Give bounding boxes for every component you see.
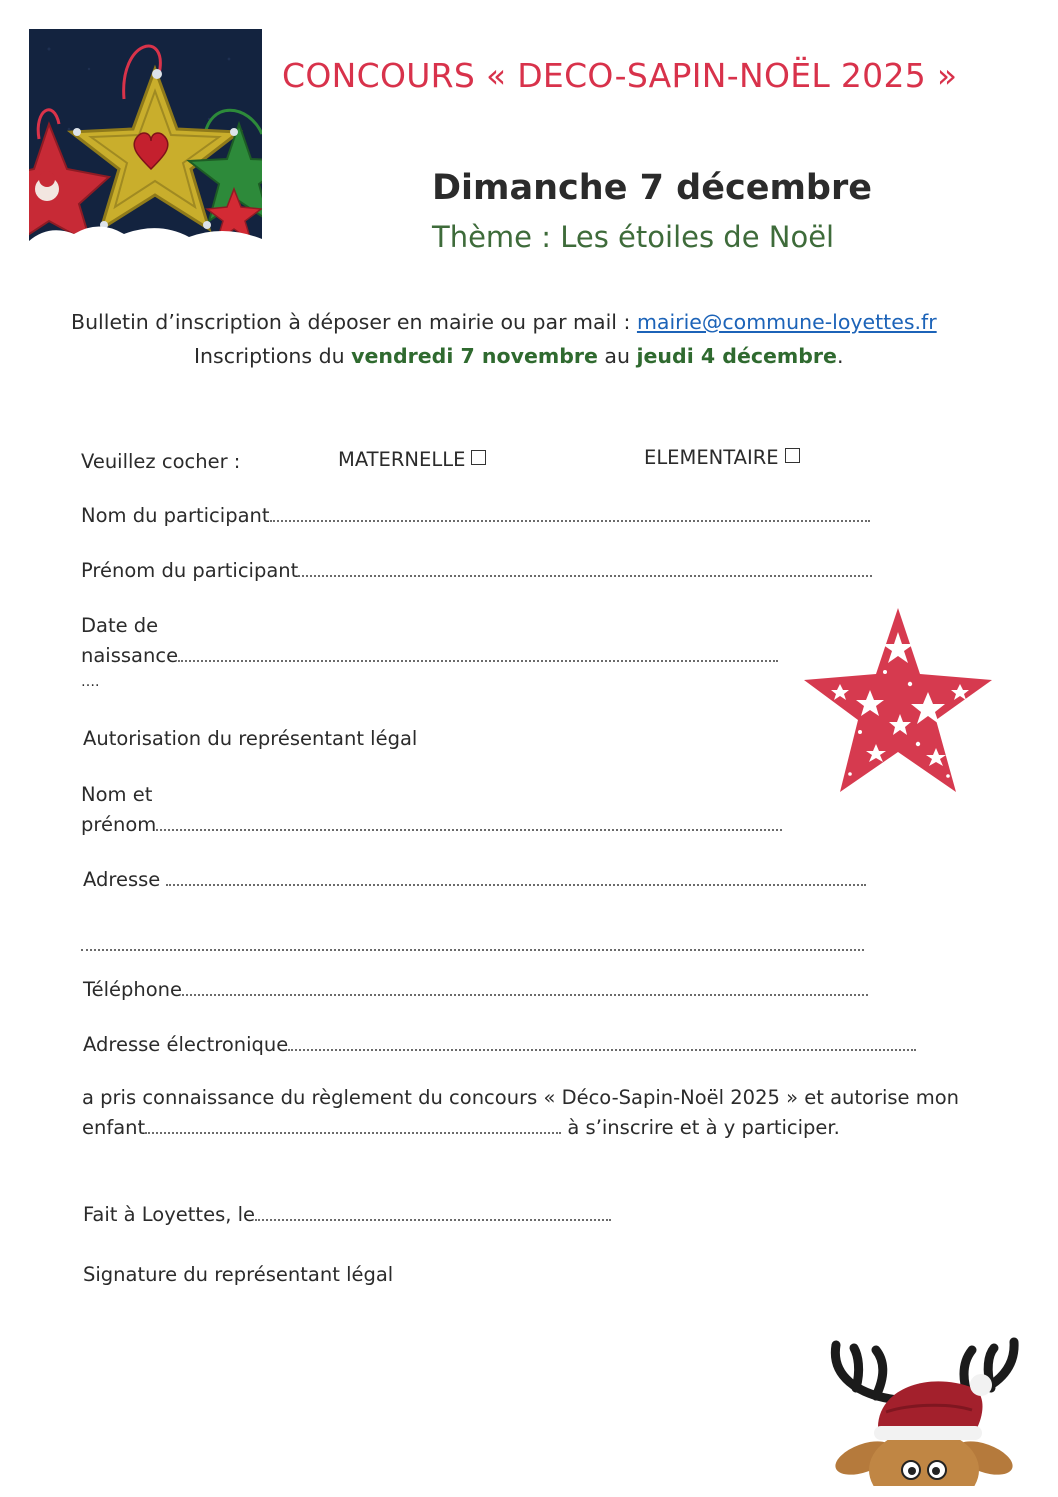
option-elementaire [644,446,800,469]
end-date: jeudi 4 décembre [636,344,837,368]
nom-prenom-label-2: prénom [81,813,157,836]
reindeer-decoration [816,1330,1032,1486]
autorisation-heading: Autorisation du représentant légal [83,727,418,750]
dates-suffix: . [836,344,844,368]
date-naissance-label-1: Date de [81,614,159,637]
elementaire-checkbox[interactable] [785,448,800,463]
dates-mid: au [597,344,637,368]
contact-email-link[interactable]: mairie@commune-loyettes.fr [636,310,937,334]
signature-label: Signature du représentant légal [83,1263,394,1286]
adresse-label: Adresse [83,868,161,891]
nom-prenom-line[interactable] [156,828,782,831]
event-date: Dimanche 7 décembre [432,168,872,208]
adresse-electronique-label: Adresse électronique [83,1033,289,1056]
date-naissance-label-2: naissance [81,644,179,667]
telephone-label: Téléphone [83,978,183,1001]
adresse-electronique-line[interactable] [288,1048,916,1051]
field-telephone [83,978,868,1001]
field-adresse [83,868,866,891]
prenom-participant-line[interactable] [298,574,872,577]
consent-enfant-label: enfant [82,1116,146,1139]
maternelle-label: MATERNELLE [338,448,466,471]
field-date-naissance [81,644,778,667]
date-naissance-line[interactable] [178,659,778,662]
nom-participant-line[interactable] [270,519,870,522]
prenom-participant-label: Prénom du participant [81,559,299,582]
adresse-line-1[interactable] [166,883,866,886]
event-theme: Thème : Les étoiles de Noël [432,220,835,254]
field-prenom-participant [81,559,872,582]
fait-a-label: Fait à Loyettes, le [83,1203,256,1226]
field-fait-a [83,1203,611,1226]
telephone-line[interactable] [182,993,868,996]
check-instruction: Veuillez cocher : [81,450,241,473]
red-star-decoration [800,604,996,796]
maternelle-checkbox[interactable] [471,450,486,465]
field-nom-participant [81,504,870,527]
field-adresse-electronique [83,1033,916,1056]
option-maternelle [338,448,486,471]
date-naissance-trailing-dots: …. [81,674,100,690]
fait-a-date-line[interactable] [255,1218,611,1221]
registration-instructions: Bulletin d’inscription à déposer en mairie ou par mail : [71,310,637,334]
enfant-name-line[interactable] [145,1131,561,1134]
elementaire-label: ELEMENTAIRE [644,446,779,469]
field-nom-prenom [81,813,782,836]
dates-prefix: Inscriptions du [194,344,352,368]
contest-title: CONCOURS « DECO-SAPIN-NOËL 2025 » [282,56,958,95]
nom-prenom-label-1: Nom et [81,783,153,806]
start-date: vendredi 7 novembre [351,344,598,368]
nom-participant-label: Nom du participant [81,504,270,527]
adresse-line-2[interactable] [81,948,864,951]
consent-line-2 [82,1116,840,1139]
registration-dates-line [194,344,843,368]
consent-enfant-end: à s’inscrire et à y participer. [561,1116,840,1139]
registration-info-line [71,310,937,334]
adresse-line-2-wrap [81,936,864,955]
star-ornaments-photo [29,29,262,253]
consent-line-1: a pris connaissance du règlement du concours « Déco-Sapin-Noël 2025 » et autorise mon [82,1086,960,1109]
